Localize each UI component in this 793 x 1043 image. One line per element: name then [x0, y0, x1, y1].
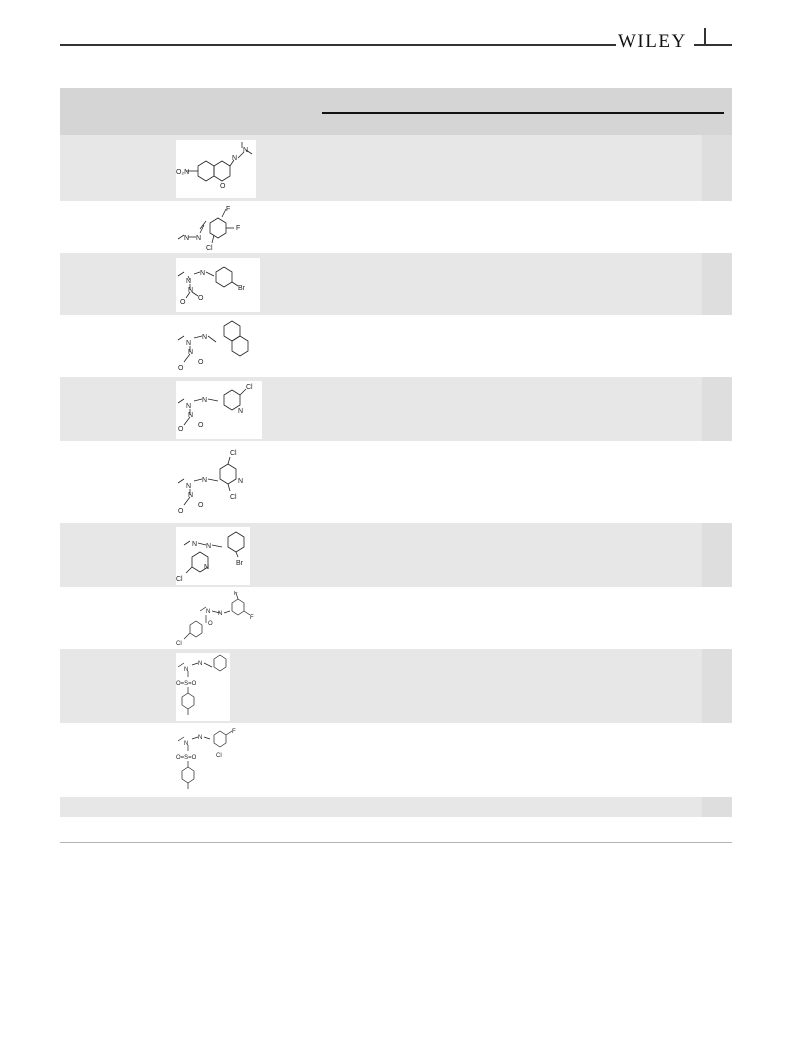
chemical-structure-image: [176, 727, 242, 795]
svg-text:O: O: [180, 299, 186, 306]
chemical-structure-image: [176, 447, 260, 519]
publisher-logo: WILEY: [618, 31, 687, 52]
logo-tick: [704, 28, 706, 44]
svg-text:N: N: [184, 235, 190, 242]
svg-text:O: O: [178, 365, 184, 372]
compound-table: [60, 88, 732, 817]
svg-text:N: N: [188, 492, 194, 499]
chemical-structure-image: [176, 203, 256, 253]
table-row: [60, 797, 732, 817]
svg-text:O: O: [220, 183, 226, 190]
svg-text:Cl: Cl: [176, 641, 182, 647]
svg-text:Br: Br: [238, 285, 245, 292]
svg-text:N: N: [238, 478, 244, 485]
chemical-structure-image: [176, 527, 250, 585]
svg-text:F: F: [250, 615, 254, 621]
table-row: [60, 587, 732, 649]
svg-text:Cl: Cl: [230, 450, 237, 457]
table-header: [60, 88, 732, 135]
svg-text:O: O: [198, 295, 204, 302]
svg-text:O: O: [198, 359, 204, 366]
svg-text:N: N: [192, 541, 198, 548]
svg-text:O: O: [208, 621, 213, 627]
svg-text:N: N: [238, 408, 244, 415]
svg-text:N: N: [204, 564, 210, 571]
svg-text:Cl: Cl: [216, 753, 222, 759]
svg-text:O: O: [198, 422, 204, 429]
svg-text:N: N: [196, 235, 202, 242]
chemical-structure-image: [176, 140, 256, 198]
svg-text:N: N: [198, 735, 203, 741]
table-row: [60, 441, 732, 523]
svg-text:N: N: [232, 155, 238, 162]
svg-text:N: N: [206, 543, 212, 550]
chemical-structure-image: [176, 591, 260, 647]
column-group-rule: [322, 112, 724, 114]
svg-text:N: N: [184, 667, 189, 673]
svg-text:O: O: [198, 502, 204, 509]
header-rule: [60, 44, 616, 46]
svg-text:Cl: Cl: [246, 384, 253, 391]
table-row: [60, 723, 732, 797]
svg-text:N: N: [186, 483, 192, 490]
svg-text:O=S=O: O=S=O: [176, 755, 197, 761]
svg-text:O₂N: O₂N: [176, 169, 190, 176]
table-row: [60, 377, 732, 441]
table-row: [60, 253, 732, 315]
chemical-structure-image: [176, 381, 262, 439]
svg-text:N: N: [202, 477, 208, 484]
svg-text:N: N: [188, 412, 194, 419]
table-row: [60, 649, 732, 723]
svg-text:N: N: [243, 147, 249, 154]
table-bottom-rule: [60, 842, 732, 843]
svg-text:Cl: Cl: [206, 245, 213, 252]
chemical-structure-image: [176, 320, 256, 376]
svg-text:F: F: [234, 591, 238, 597]
table-row: [60, 315, 732, 377]
header-rule-right: [694, 44, 732, 46]
svg-text:N: N: [186, 403, 192, 410]
svg-text:Br: Br: [236, 560, 243, 567]
svg-text:F: F: [232, 729, 236, 735]
svg-text:F: F: [236, 225, 241, 232]
chemical-structure-image: [176, 258, 260, 312]
svg-text:N: N: [198, 661, 203, 667]
svg-text:O=S=O: O=S=O: [176, 681, 197, 687]
chemical-structure-image: [176, 653, 230, 721]
svg-text:N: N: [186, 340, 192, 347]
table-row: [60, 201, 732, 253]
svg-text:N: N: [188, 349, 194, 356]
svg-text:N: N: [218, 611, 223, 617]
svg-text:N: N: [202, 334, 208, 341]
svg-text:N: N: [206, 609, 211, 615]
table-row: [60, 523, 732, 587]
svg-text:N: N: [184, 741, 189, 747]
svg-text:N: N: [188, 287, 194, 294]
table-row: [60, 135, 732, 201]
svg-text:N: N: [186, 278, 192, 285]
svg-text:O: O: [178, 426, 184, 433]
svg-text:N: N: [202, 397, 208, 404]
svg-text:N: N: [200, 270, 206, 277]
svg-text:O: O: [178, 508, 184, 515]
svg-text:Cl: Cl: [230, 494, 237, 501]
svg-text:F: F: [226, 206, 231, 213]
svg-text:Cl: Cl: [176, 576, 183, 583]
